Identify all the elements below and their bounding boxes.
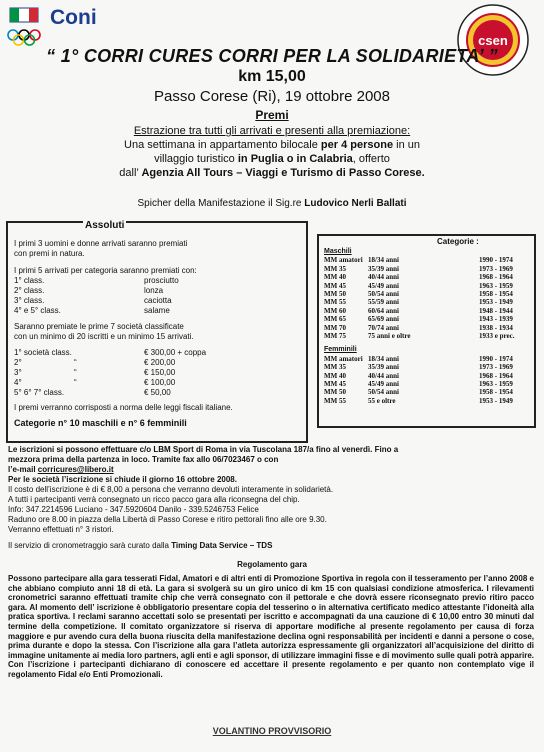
- category-prize-row: [14, 276, 300, 286]
- categorie-box: [317, 234, 536, 428]
- prize-position: 2°: [14, 358, 22, 367]
- ditto-mark: “: [74, 368, 77, 377]
- category-age: 55 e oltre: [368, 396, 396, 405]
- society-intro: Saranno premiate le prime 7 società classificate: [14, 322, 184, 331]
- prize-text: , offerto: [352, 153, 390, 165]
- prize-text: Una settimana in appartamento bilocale: [124, 139, 321, 151]
- category-row: [324, 355, 529, 363]
- prize-position: 3° class.: [14, 296, 45, 305]
- category-code: MM 40: [324, 273, 346, 282]
- speaker-name: Ludovico Nerli Ballati: [304, 198, 407, 209]
- pacco-gara-info: A tutti i partecipanti verrà consegnato un ricco pacco gara alla riconsegna del chip.: [8, 495, 300, 504]
- society-deadline: Per le società l’iscrizione si chiude il giorno 16 ottobre 2008.: [8, 475, 237, 484]
- ristori-info: Verranno effettuati n° 3 ristori.: [8, 525, 114, 534]
- category-prize-row: [14, 306, 300, 316]
- prize-line1: Estrazione tra tutti gli arrivati e presenti alla premiazione:: [133, 125, 411, 137]
- category-prize-row: [14, 286, 300, 296]
- society-prize-row: [14, 348, 300, 358]
- male-categories: [324, 256, 529, 340]
- regolamento-text: Possono partecipare alla gara tesserati Fidal, Amatori e di altri enti di Promozione Sportiva in regola con il tesseramento per l’anno 2008 e che abbiano compiuto anni 18 di età. La gara si svolgerà su un giro unico di km 15 con qualsiasi condizione atmosferica. I rilevamenti cronometrici saranno effettuati tramite chip che verrà consegnato con il pettorale e che dovrà essere riconsegnato previo ritiro pacco gara. Al momento dell’ iscrizione è obbligatorio presentare copia del tesserino o in alternativa certificato medico attestante l’idoneità alla pratica sportiva. I reclami saranno accettati solo se presentati per iscritto e accompagnati da una cauzione di € 10,00 entro 30 minuti dal termine della competizione. Il comitato organizzatore si riserva di apportare modifiche al presente regolamento per causa di forza maggiore e pur avendo cura della buona riuscita della manifestazione declina ogni responsabilità per incidenti e danni a persone o cose, prima durante e dopo la stessa. Con l’iscrizione alla gara l’atleta autorizza espressamente gli organizzatori all’acquisizione del diritto di immagine unitamente ai media loro partners, agli enti e agli sponsor, di utilizzare immagini fisse e di movimento sulle quali potrà apparire. Con l’iscrizione i partecipanti dichiarano di conoscere ed accettare il presente regolamento e per quanto non contemplato vige il regolamento Fidal e/o Enti Promozionali.: [8, 574, 534, 679]
- speaker-prefix: Spicher della Manifestazione il Sig.re: [137, 198, 305, 209]
- speaker-line: [0, 198, 544, 209]
- category-row: [324, 324, 529, 332]
- society-prize-row: [14, 388, 300, 398]
- timing-provider: Timing Data Service – TDS: [171, 541, 273, 550]
- event-distance: km 15,00: [238, 68, 306, 85]
- category-years: 1958 - 1954: [479, 388, 513, 397]
- prize-amount: € 100,00: [144, 378, 176, 387]
- event-title: “ 1° CORRI CURES CORRI PER LA SOLIDARIETA’ ”: [46, 46, 498, 66]
- prize-amount: € 50,00: [144, 388, 171, 397]
- categories-count: Categorie n° 10 maschili e n° 6 femminili: [14, 418, 187, 428]
- email-label: l’e-mail: [8, 465, 38, 474]
- female-categories: [324, 355, 529, 405]
- category-row: [324, 363, 529, 371]
- category-age: 40/44 anni: [368, 273, 399, 282]
- category-years: 1968 - 1964: [479, 371, 513, 380]
- fiscal-note: I premi verranno corrisposti a norma delle leggi fiscali italiane.: [14, 403, 233, 412]
- category-age: 35/39 anni: [368, 363, 399, 372]
- prize-section: [0, 124, 544, 180]
- category-prize-intro: I primi 5 arrivati per categoria saranno premiati con:: [14, 266, 197, 275]
- ditto-mark: “: [74, 378, 77, 387]
- female-group-label: Femminili: [324, 346, 357, 354]
- category-age: 75 anni e oltre: [368, 331, 411, 340]
- society-prize-row: [14, 368, 300, 378]
- prize-position: 5° 6° 7° class.: [14, 388, 65, 397]
- category-row: [324, 380, 529, 388]
- assoluti-heading: Assoluti: [85, 220, 125, 231]
- category-years: 1958 - 1954: [479, 289, 513, 298]
- category-code: MM 45: [324, 379, 346, 388]
- category-code: MM 40: [324, 371, 346, 380]
- category-code: MM 35: [324, 363, 346, 372]
- category-age: 55/59 anni: [368, 298, 399, 307]
- agency-name: Agenzia All Tours – Viaggi e Turismo di Passo Corese.: [141, 167, 425, 179]
- prize-position: 4°: [14, 378, 22, 387]
- category-years: 1963 - 1959: [479, 281, 513, 290]
- category-row: [324, 372, 529, 380]
- categorie-heading: Categorie :: [437, 237, 479, 246]
- category-row: [324, 388, 529, 396]
- society-prize-row: [14, 378, 300, 388]
- category-years: 1968 - 1964: [479, 273, 513, 282]
- volantino-label: VOLANTINO PROVVISORIO: [212, 726, 332, 736]
- prize-highlight: per 4 persone: [320, 139, 394, 151]
- category-age: 45/49 anni: [368, 379, 399, 388]
- assoluti-intro: I primi 3 uomini e donne arrivati saranno premiati: [14, 239, 188, 248]
- category-prize-row: [14, 296, 300, 306]
- prize-amount: € 150,00: [144, 368, 176, 377]
- category-age: 65/69 anni: [368, 315, 399, 324]
- prize-text: in un: [393, 139, 420, 151]
- raduno-info: Raduno ore 8.00 in piazza della Libertà di Passo Corese e ritiro pettorali fino alle ore 9.30.: [8, 515, 327, 524]
- assoluti-intro: con premi in natura.: [14, 249, 85, 258]
- prize-position: 1° società class.: [14, 348, 72, 357]
- category-code: MM 70: [324, 323, 346, 332]
- category-age: 18/34 anni: [368, 354, 399, 363]
- category-age: 50/54 anni: [368, 388, 399, 397]
- category-code: MM 35: [324, 264, 346, 273]
- category-row: [324, 282, 529, 290]
- society-intro: con un minimo di 20 iscritti e un minimo 15 arrivati.: [14, 332, 194, 341]
- prize-position: 4° e 5° class.: [14, 306, 61, 315]
- category-years: 1943 - 1939: [479, 315, 513, 324]
- prize-amount: € 200,00: [144, 358, 176, 367]
- category-row: [324, 256, 529, 264]
- category-years: 1953 - 1949: [479, 396, 513, 405]
- category-code: MM 60: [324, 306, 346, 315]
- category-age: 70/74 anni: [368, 323, 399, 332]
- prize-highlight: in Puglia o in Calabria: [237, 153, 353, 165]
- assoluti-box: [6, 221, 308, 443]
- category-years: 1973 - 1969: [479, 264, 513, 273]
- category-row: [324, 265, 529, 273]
- category-age: 50/54 anni: [368, 289, 399, 298]
- male-group-label: Maschili: [324, 248, 352, 255]
- contact-info: Info: 347.2214596 Luciano - 347.5920604 Danilo - 339.5246753 Felice: [8, 505, 259, 514]
- prize-item: prosciutto: [144, 276, 179, 285]
- category-row: [324, 307, 529, 315]
- category-code: MM amatori: [324, 354, 363, 363]
- registration-info: Le iscrizioni si possono effettuare c/o LBM Sport di Roma in via Tuscolana 187/a fino al venerdì. Fino a: [8, 445, 399, 454]
- category-years: 1953 - 1949: [479, 298, 513, 307]
- category-age: 35/39 anni: [368, 264, 399, 273]
- category-age: 40/44 anni: [368, 371, 399, 380]
- category-row: [324, 273, 529, 281]
- category-years: 1933 e prec.: [479, 331, 515, 340]
- category-years: 1990 - 1974: [479, 256, 513, 265]
- prize-text: villaggio turistico: [154, 153, 238, 165]
- fee-info: Il costo dell’iscrizione è di € 8,00 a persona che verranno devoluti interamente in solidarietà.: [8, 485, 334, 494]
- info-section: [8, 445, 538, 551]
- svg-text:csen: csen: [478, 33, 508, 48]
- prize-position: 1° class.: [14, 276, 45, 285]
- prize-item: salame: [144, 306, 170, 315]
- society-prize-row: [14, 358, 300, 368]
- category-row: [324, 332, 529, 340]
- registration-info: mezzora prima della partenza in loco. Tramite fax allo 06/7023467 o con: [8, 455, 279, 464]
- ditto-mark: “: [74, 358, 77, 367]
- timing-prefix: Il servizio di cronometraggio sarà curato dalla: [8, 541, 172, 550]
- category-code: MM amatori: [324, 256, 363, 265]
- category-age: 60/64 anni: [368, 306, 399, 315]
- regolamento-title: Regolamento gara: [237, 560, 307, 569]
- prize-item: caciotta: [144, 296, 172, 305]
- category-years: 1990 - 1974: [479, 354, 513, 363]
- category-code: MM 55: [324, 298, 346, 307]
- category-age: 45/49 anni: [368, 281, 399, 290]
- prize-position: 3°: [14, 368, 22, 377]
- email-link[interactable]: corricures@libero.it: [37, 465, 114, 474]
- category-row: [324, 397, 529, 405]
- category-row: [324, 315, 529, 323]
- premi-heading: Premi: [255, 108, 289, 122]
- category-row: [324, 290, 529, 298]
- category-row: [324, 298, 529, 306]
- category-code: MM 75: [324, 331, 346, 340]
- category-years: 1973 - 1969: [479, 363, 513, 372]
- category-code: MM 45: [324, 281, 346, 290]
- category-years: 1948 - 1944: [479, 306, 513, 315]
- category-code: MM 55: [324, 396, 346, 405]
- category-code: MM 50: [324, 388, 346, 397]
- category-code: MM 65: [324, 315, 346, 324]
- category-code: MM 50: [324, 289, 346, 298]
- category-years: 1963 - 1959: [479, 379, 513, 388]
- coni-wordmark: Coni: [50, 6, 97, 29]
- prize-item: lonza: [144, 286, 164, 295]
- event-place-date: Passo Corese (Ri), 19 ottobre 2008: [154, 88, 390, 105]
- category-years: 1938 - 1934: [479, 323, 513, 332]
- prize-amount: € 300,00 + coppa: [144, 348, 207, 357]
- category-age: 18/34 anni: [368, 256, 399, 265]
- prize-text: dall’: [119, 167, 142, 179]
- prize-position: 2° class.: [14, 286, 45, 295]
